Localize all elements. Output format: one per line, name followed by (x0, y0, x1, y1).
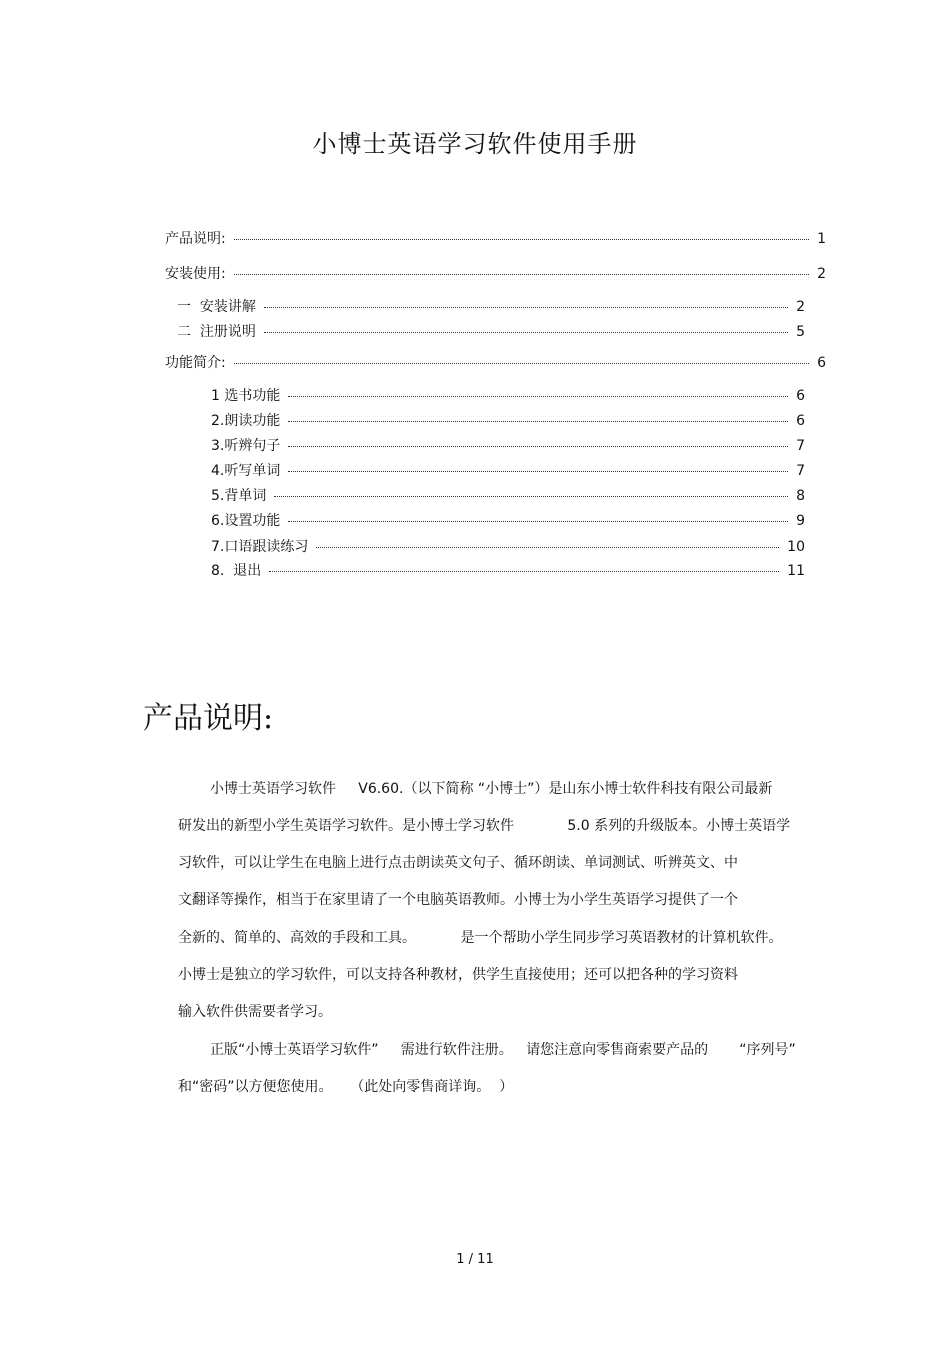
paragraph-line: 小博士是独立的学习软件，可以支持各种教材，供学生直接使用；还可以把各种的学习资料 (178, 967, 738, 983)
toc-label: 产品说明: (165, 231, 226, 247)
toc-entry[interactable] (177, 321, 805, 339)
toc-entry[interactable] (211, 536, 805, 554)
toc-entry[interactable] (211, 560, 805, 578)
toc-leader (288, 396, 788, 397)
toc-label: 安装使用: (165, 266, 226, 282)
toc-page-number: 7 (796, 438, 805, 454)
toc-entry[interactable] (165, 352, 826, 370)
paragraph-line: 全新的、简单的、高效的手段和工具。 是一个帮助小学生同步学习英语教材的计算机软件。 (178, 930, 783, 946)
toc-entry[interactable] (165, 228, 826, 246)
toc-entry[interactable] (211, 410, 805, 428)
toc-label: 1 选书功能 (211, 388, 281, 404)
toc-label: 3.听辨句子 (211, 438, 281, 454)
paragraph-line: 小博士英语学习软件 V6.60.（以下简称 “小博士”）是山东小博士软件科技有限公司最新 (210, 781, 773, 797)
toc-page-number: 7 (796, 463, 805, 479)
toc-leader (288, 446, 788, 447)
toc-label: 5.背单词 (211, 488, 267, 504)
section-heading: 产品说明: (143, 701, 274, 736)
toc-label: 4.听写单词 (211, 463, 281, 479)
toc-label: 一 安装讲解 (177, 299, 256, 315)
toc-page-number: 6 (817, 355, 826, 371)
toc-label: 6.设置功能 (211, 513, 281, 529)
toc-entry[interactable] (211, 485, 805, 503)
page-indicator: 1 / 11 (456, 1252, 494, 1267)
toc-label: 二 注册说明 (177, 324, 256, 340)
toc-leader (288, 521, 788, 522)
paragraph-line: 习软件，可以让学生在电脑上进行点击朗读英文句子、循环朗读、单词测试、听辨英文、中 (178, 855, 738, 871)
toc-entry[interactable] (211, 435, 805, 453)
paragraph-line: 和“密码”以方便您使用。 （此处向零售商详询。 ） (178, 1079, 514, 1095)
toc-leader (269, 571, 779, 572)
paragraph-line: 文翻译等操作，相当于在家里请了一个电脑英语教师。小博士为小学生英语学习提供了一个 (178, 892, 738, 908)
toc-entry[interactable] (211, 510, 805, 528)
toc-page-number: 11 (787, 563, 805, 579)
toc-entry[interactable] (211, 460, 805, 478)
toc-leader (316, 547, 779, 548)
toc-leader (288, 471, 788, 472)
paragraph-line: 正版“小博士英语学习软件” 需进行软件注册。 请您注意向零售商索要产品的 “序列号” (210, 1042, 796, 1058)
toc-leader (274, 496, 788, 497)
toc-page-number: 6 (796, 413, 805, 429)
toc-page-number: 2 (796, 299, 805, 315)
toc-leader (234, 239, 809, 240)
toc-leader (234, 363, 809, 364)
paragraph-line: 输入软件供需要者学习。 (178, 1004, 332, 1020)
toc-entry[interactable] (211, 385, 805, 403)
toc-leader (264, 307, 788, 308)
toc-leader (288, 421, 788, 422)
toc-label: 8. 退出 (211, 563, 262, 579)
toc-page-number: 2 (817, 266, 826, 282)
document-title: 小博士英语学习软件使用手册 (312, 130, 638, 158)
toc-label: 功能简介: (165, 355, 226, 371)
toc-page-number: 5 (796, 324, 805, 340)
toc-label: 2.朗读功能 (211, 413, 281, 429)
toc-label: 7.口语跟读练习 (211, 539, 309, 555)
toc-entry[interactable] (165, 263, 826, 281)
toc-leader (234, 274, 809, 275)
toc-page-number: 10 (787, 539, 805, 555)
toc-page-number: 6 (796, 388, 805, 404)
toc-leader (264, 332, 788, 333)
toc-page-number: 8 (796, 488, 805, 504)
toc-page-number: 1 (817, 231, 826, 247)
paragraph-line: 研发出的新型小学生英语学习软件。是小博士学习软件 5.0 系列的升级版本。小博士英语学 (178, 818, 791, 834)
toc-page-number: 9 (796, 513, 805, 529)
toc-entry[interactable] (177, 296, 805, 314)
